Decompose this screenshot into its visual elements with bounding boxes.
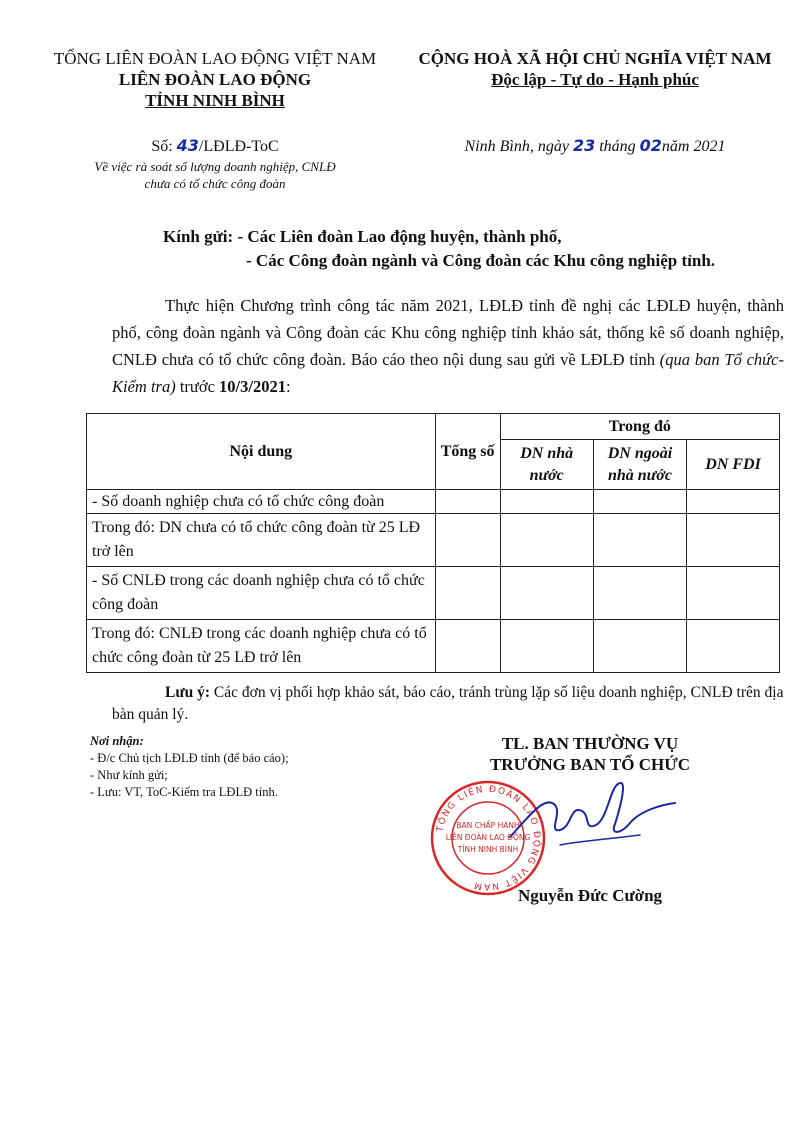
table-row	[87, 490, 780, 514]
recipients-list-item: - Đ/c Chủ tịch LĐLĐ tỉnh (để báo cáo);	[90, 751, 289, 765]
signature-title-line1: TL. BAN THƯỜNG VỤ	[501, 734, 679, 753]
document-number-prefix: Số:	[151, 138, 173, 155]
row-label: Trong đó: CNLĐ trong các doanh nghiệp chưa có tổ chức công đoàn từ 25 LĐ trở lên	[87, 620, 436, 673]
recipients-list-item: - Như kính gửi;	[90, 768, 168, 782]
document-number-suffix: /LĐLĐ-ToC	[198, 138, 279, 155]
document-number	[40, 136, 390, 156]
header-trong-do: Trong đó	[500, 414, 779, 440]
cell-dn-nha-nuoc	[500, 567, 593, 620]
date-month-word: tháng	[599, 138, 636, 155]
subject-line-1: Về việc rà soát số lượng doanh nghiệp, CNLĐ	[94, 159, 336, 174]
cell-dn-ngoai	[593, 567, 686, 620]
recipients-list	[90, 733, 289, 801]
handwritten-signature	[500, 775, 680, 855]
recipients-label: Kính gửi:	[163, 227, 234, 246]
stamp-inner-text-2: LIÊN ĐOÀN LAO ĐỘNG	[445, 833, 531, 842]
date-month: 02	[639, 136, 662, 155]
cell-tong-so	[435, 514, 500, 567]
cell-dn-ngoai	[593, 490, 686, 514]
table-row	[87, 620, 780, 673]
cell-dn-ngoai	[593, 514, 686, 567]
recipients-list-title: Nơi nhận:	[90, 734, 144, 748]
body-text-mid: trước	[179, 377, 215, 396]
stamp-inner-text-1: BAN CHẤP HÀNH	[456, 821, 520, 830]
national-motto: Độc lập - Tự do - Hạnh phúc	[491, 70, 699, 89]
date-day: 23	[572, 136, 596, 155]
body-paragraph	[112, 292, 784, 400]
body-text-italic: (qua ban Tổ chức- Kiểm tra)	[112, 350, 784, 396]
note-label: Lưu ý:	[165, 684, 211, 701]
signature-title	[430, 733, 750, 775]
header-noi-dung: Nội dung	[87, 414, 436, 490]
cell-dn-fdi	[687, 514, 780, 567]
signer-name: Nguyễn Đức Cường	[517, 886, 663, 905]
header-tong-so: Tổng số	[435, 414, 500, 490]
date-place: Ninh Bình, ngày	[464, 138, 569, 155]
issuer-name-line2: TỈNH NINH BÌNH	[145, 91, 285, 110]
document-subject	[40, 158, 390, 192]
document-date	[400, 136, 790, 156]
cell-dn-nha-nuoc	[500, 514, 593, 567]
stamp-inner-text-3: TỈNH NINH BÌNH	[457, 845, 519, 854]
table-row	[87, 514, 780, 567]
signature-title-line2: TRƯỞNG BAN TỔ CHỨC	[489, 755, 691, 774]
cell-tong-so	[435, 490, 500, 514]
note-text: Các đơn vị phối hợp khảo sát, báo cáo, tránh trùng lặp số liệu doanh nghiệp, CNLĐ trên địa bàn quản lý.	[112, 684, 784, 723]
survey-table	[86, 413, 780, 673]
issuer-name-line1: LIÊN ĐOÀN LAO ĐỘNG	[118, 70, 312, 89]
date-year: năm 2021	[661, 138, 726, 155]
row-label: Trong đó: DN chưa có tổ chức công đoàn từ 25 LĐ trở lên	[87, 514, 436, 567]
recipient-1: - Các Liên đoàn Lao động huyện, thành phố,	[237, 227, 562, 246]
cell-dn-ngoai	[593, 620, 686, 673]
cell-tong-so	[435, 567, 500, 620]
cell-tong-so	[435, 620, 500, 673]
header-dn-ngoai-nha-nuoc: DN ngoài nhà nước	[593, 440, 686, 490]
national-title-block	[400, 48, 790, 90]
stamp-outer-text: TỔNG LIÊN ĐOÀN LAO ĐỘNG VIỆT NAM	[435, 784, 542, 892]
deadline-date: 10/3/2021	[219, 377, 286, 396]
document-number-handwritten: 43	[176, 136, 199, 155]
cell-dn-fdi	[687, 620, 780, 673]
recipient-2: - Các Công đoàn ngành và Công đoàn các Khu công nghiệp tỉnh.	[246, 251, 716, 270]
header-dn-fdi: DN FDI	[687, 440, 780, 490]
table-row	[87, 567, 780, 620]
subject-line-2: chưa có tổ chức công đoàn	[144, 176, 286, 191]
issuer-parent: TỔNG LIÊN ĐOÀN LAO ĐỘNG VIỆT NAM	[53, 49, 377, 68]
issuer-block	[40, 48, 390, 111]
cell-dn-fdi	[687, 490, 780, 514]
recipients-list-item: - Lưu: VT, ToC-Kiểm tra LĐLĐ tỉnh.	[90, 785, 278, 799]
cell-dn-nha-nuoc	[500, 620, 593, 673]
body-text: Thực hiện Chương trình công tác năm 2021, LĐLĐ tỉnh đề nghị các LĐLĐ huyện, thành phố, công đoàn ngành và Công đoàn các Khu công nghiệp tỉnh khảo sát, thống kê số doanh nghiệp, CNLĐ chưa có tổ chức công đoàn. Báo cáo theo nội dung sau gửi về LĐLĐ tỉnh	[112, 296, 784, 369]
row-label: - Số doanh nghiệp chưa có tổ chức công đoàn	[87, 490, 436, 514]
body-text-end: :	[285, 377, 291, 396]
header-dn-nha-nuoc: DN nhà nước	[500, 440, 593, 490]
cell-dn-nha-nuoc	[500, 490, 593, 514]
cell-dn-fdi	[687, 567, 780, 620]
recipients	[163, 225, 715, 273]
country-name: CỘNG HOÀ XÃ HỘI CHỦ NGHĨA VIỆT NAM	[418, 49, 772, 68]
note	[112, 682, 784, 726]
row-label: - Số CNLĐ trong các doanh nghiệp chưa có tổ chức công đoàn	[87, 567, 436, 620]
